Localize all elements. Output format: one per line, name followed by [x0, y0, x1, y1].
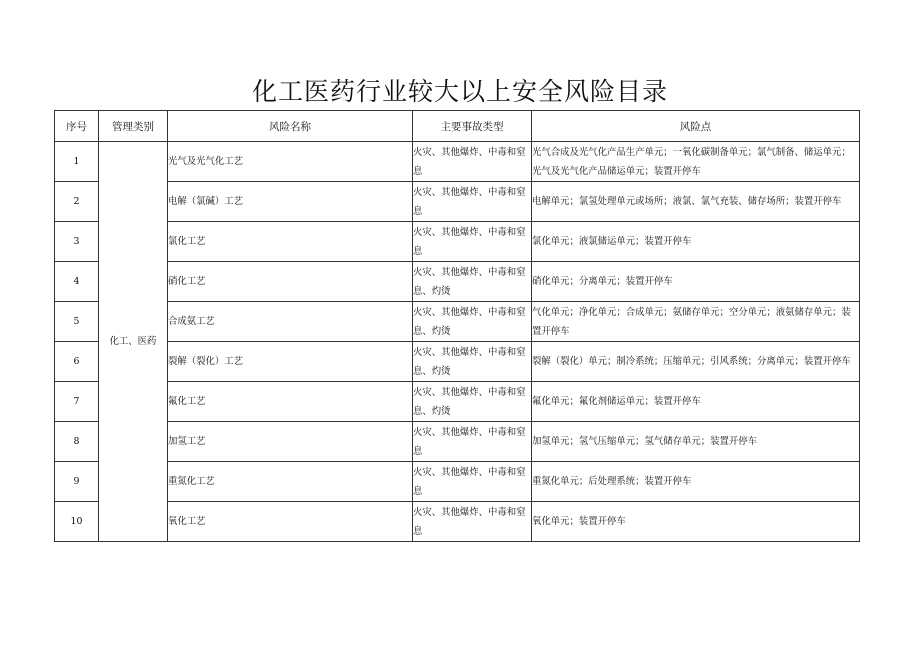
table-header-row [55, 111, 860, 142]
row-risk-point: 氧化单元；装置开停车 [532, 502, 860, 542]
row-risk-point: 裂解（裂化）单元；制冷系统；压缩单元；引风系统；分离单元；装置开停车 [532, 342, 860, 382]
row-accident-type: 火灾、其他爆炸、中毒和窒息、灼烫 [413, 262, 532, 302]
row-risk-name: 合成氨工艺 [168, 302, 413, 342]
table-row [55, 382, 860, 422]
row-no: 7 [55, 382, 99, 422]
row-risk-point: 光气合成及光气化产品生产单元；一氧化碳制备单元；氯气制备、储运单元；光气及光气化产品储运单元；装置开停车 [532, 142, 860, 182]
row-accident-type: 火灾、其他爆炸、中毒和窒息 [413, 222, 532, 262]
row-accident-type: 火灾、其他爆炸、中毒和窒息 [413, 182, 532, 222]
row-accident-type: 火灾、其他爆炸、中毒和窒息 [413, 422, 532, 462]
row-risk-point: 气化单元；净化单元；合成单元；氨储存单元；空分单元；液氨储存单元；装置开停车 [532, 302, 860, 342]
row-no: 3 [55, 222, 99, 262]
row-accident-type: 火灾、其他爆炸、中毒和窒息、灼烫 [413, 342, 532, 382]
header-risk-point: 风险点 [532, 111, 860, 142]
row-risk-name: 电解（氯碱）工艺 [168, 182, 413, 222]
row-risk-point: 氟化单元；氟化剂储运单元；装置开停车 [532, 382, 860, 422]
row-risk-name: 氯化工艺 [168, 222, 413, 262]
row-no: 6 [55, 342, 99, 382]
header-accident-type: 主要事故类型 [413, 111, 532, 142]
table-row [55, 342, 860, 382]
row-risk-name: 重氮化工艺 [168, 462, 413, 502]
row-risk-name: 硝化工艺 [168, 262, 413, 302]
header-risk-name: 风险名称 [168, 111, 413, 142]
row-risk-point: 重氮化单元；后处理系统；装置开停车 [532, 462, 860, 502]
header-no: 序号 [55, 111, 99, 142]
row-risk-name: 氧化工艺 [168, 502, 413, 542]
row-no: 9 [55, 462, 99, 502]
table-row [55, 422, 860, 462]
table-row [55, 502, 860, 542]
row-accident-type: 火灾、其他爆炸、中毒和窒息 [413, 462, 532, 502]
table-row [55, 262, 860, 302]
row-risk-name: 加氢工艺 [168, 422, 413, 462]
row-no: 10 [55, 502, 99, 542]
header-category: 管理类别 [99, 111, 168, 142]
risk-catalog-table [54, 110, 860, 542]
row-no: 4 [55, 262, 99, 302]
row-risk-point: 加氢单元；氢气压缩单元；氢气储存单元；装置开停车 [532, 422, 860, 462]
table-row [55, 302, 860, 342]
row-risk-name: 光气及光气化工艺 [168, 142, 413, 182]
row-risk-point: 氯化单元；液氯储运单元；装置开停车 [532, 222, 860, 262]
table-row [55, 462, 860, 502]
row-risk-name: 裂解（裂化）工艺 [168, 342, 413, 382]
table-row [55, 222, 860, 262]
row-risk-point: 硝化单元；分离单元；装置开停车 [532, 262, 860, 302]
row-accident-type: 火灾、其他爆炸、中毒和窒息 [413, 142, 532, 182]
row-risk-name: 氟化工艺 [168, 382, 413, 422]
row-risk-point: 电解单元；氯氢处理单元或场所；液氯、氯气充装、储存场所；装置开停车 [532, 182, 860, 222]
document-title: 化工医药行业较大以上安全风险目录 [251, 77, 668, 106]
category-cell: 化工、医药 [99, 142, 168, 542]
row-no: 8 [55, 422, 99, 462]
row-accident-type: 火灾、其他爆炸、中毒和窒息、灼烫 [413, 302, 532, 342]
row-accident-type: 火灾、其他爆炸、中毒和窒息、灼烫 [413, 382, 532, 422]
table-row [55, 182, 860, 222]
row-accident-type: 火灾、其他爆炸、中毒和窒息 [413, 502, 532, 542]
row-no: 5 [55, 302, 99, 342]
table-row [55, 142, 860, 182]
row-no: 1 [55, 142, 99, 182]
row-no: 2 [55, 182, 99, 222]
